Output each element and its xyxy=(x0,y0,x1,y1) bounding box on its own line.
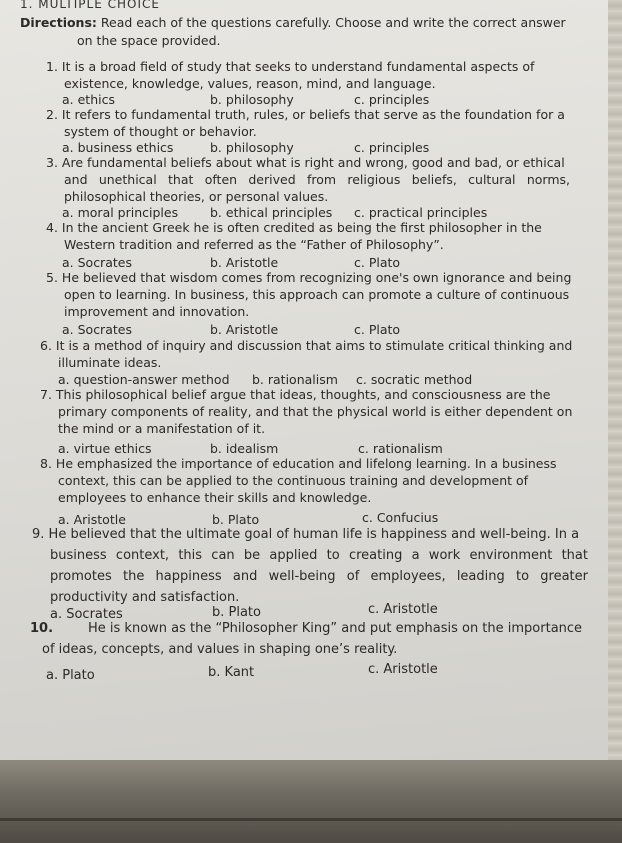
directions-label: Directions: xyxy=(20,15,97,30)
option-c: c. rationalism xyxy=(358,441,443,456)
question-3 xyxy=(46,154,570,205)
option-c: c. principles xyxy=(354,140,430,155)
option-c: c. Plato xyxy=(354,255,401,270)
option-b: b. idealism xyxy=(210,441,279,456)
question-line: illuminate ideas. xyxy=(58,355,162,370)
option-c: c. principles xyxy=(354,92,430,107)
directions-text-line2: on the space provided. xyxy=(77,33,221,48)
question-line: open to learning. In business, this approach can promote a culture of continuous xyxy=(64,287,570,302)
option-b: b. ethical principles xyxy=(210,205,333,220)
question-line: and unethical that often derived from religious beliefs, cultural norms, xyxy=(64,172,570,187)
question-5 xyxy=(46,269,576,320)
question-number: 9. xyxy=(32,527,45,542)
question-8 xyxy=(40,455,584,506)
question-number: 10. xyxy=(30,621,54,636)
question-10 xyxy=(30,618,596,660)
question-number: 2. xyxy=(46,107,58,122)
question-line: He believed that the ultimate goal of human life is happiness and well-being. In a xyxy=(48,527,580,542)
option-c: c. Confucius xyxy=(362,510,439,525)
question-line: improvement and innovation. xyxy=(64,304,250,319)
table-groove xyxy=(0,818,622,821)
question-number: 1. xyxy=(46,59,58,74)
option-c: c. Aristotle xyxy=(368,602,438,617)
question-line: promotes the happiness and well-being of employees, leading to greater xyxy=(50,569,588,584)
option-b: b. Aristotle xyxy=(210,322,279,337)
option-a: a. question-answer method xyxy=(58,372,230,387)
option-c: c. Aristotle xyxy=(368,662,438,677)
question-line: It is a method of inquiry and discussion that aims to stimulate critical thinking and xyxy=(55,338,573,353)
option-b: b. Kant xyxy=(208,665,255,680)
question-line: Western tradition and referred as the “Father of Philosophy”. xyxy=(64,237,444,252)
directions-text-line1: Read each of the questions carefully. Choose and write the correct answer xyxy=(100,15,566,30)
question-line: He emphasized the importance of education and lifelong learning. In a business xyxy=(55,456,557,471)
question-line: Are fundamental beliefs about what is right and wrong, good and bad, or ethical xyxy=(61,155,565,170)
option-a: a. virtue ethics xyxy=(58,441,152,456)
question-line: system of thought or behavior. xyxy=(64,124,257,139)
option-a: a. Socrates xyxy=(62,255,132,270)
option-a: a. Plato xyxy=(46,668,95,683)
question-line: It is a broad field of study that seeks to understand fundamental aspects of xyxy=(61,59,535,74)
table-surface xyxy=(0,760,622,843)
option-c: c. socratic method xyxy=(356,372,473,387)
binder-edge xyxy=(608,0,622,843)
question-number: 3. xyxy=(46,155,58,170)
question-line: employees to enhance their skills and knowledge. xyxy=(58,490,372,505)
section-title: 1. MULTIPLE CHOICE xyxy=(20,0,160,11)
option-c: c. practical principles xyxy=(354,205,488,220)
option-b: b. Plato xyxy=(212,512,260,527)
option-a: a. Socrates xyxy=(50,607,123,622)
question-number: 4. xyxy=(46,220,58,235)
question-line: business context, this can be applied to creating a work environment that xyxy=(50,548,588,563)
question-number: 5. xyxy=(46,270,58,285)
question-6 xyxy=(40,337,580,371)
option-c: c. Plato xyxy=(354,322,401,337)
question-line: primary components of reality, and that the physical world is either dependent on xyxy=(58,404,573,419)
option-a: a. Socrates xyxy=(62,322,132,337)
directions xyxy=(20,14,580,50)
option-a: a. Aristotle xyxy=(58,512,126,527)
question-7 xyxy=(40,386,580,437)
question-number: 6. xyxy=(40,338,52,353)
question-line: In the ancient Greek he is often credited as being the first philosopher in the xyxy=(61,220,542,235)
question-number: 8. xyxy=(40,456,52,471)
question-line: He believed that wisdom comes from recognizing one's own ignorance and being xyxy=(61,270,572,285)
option-a: a. moral principles xyxy=(62,205,179,220)
question-line: context, this can be applied to the continuous training and development of xyxy=(58,473,529,488)
option-a: a. ethics xyxy=(62,92,115,107)
option-a: a. business ethics xyxy=(62,140,174,155)
option-b: b. rationalism xyxy=(252,372,338,387)
question-line: productivity and satisfaction. xyxy=(50,590,240,605)
question-line: the mind or a manifestation of it. xyxy=(58,421,266,436)
option-b: b. philosophy xyxy=(210,140,294,155)
question-line: It refers to fundamental truth, rules, or beliefs that serve as the foundation for a xyxy=(61,107,565,122)
question-number: 7. xyxy=(40,387,52,402)
option-b: b. Aristotle xyxy=(210,255,279,270)
question-line: philosophical theories, or personal values. xyxy=(64,189,329,204)
question-4 xyxy=(46,219,570,253)
question-line: of ideas, concepts, and values in shaping one’s reality. xyxy=(42,642,398,657)
question-1 xyxy=(46,58,566,92)
question-2 xyxy=(46,106,566,140)
question-line: existence, knowledge, values, reason, mind, and language. xyxy=(64,76,436,91)
question-line: He is known as the “Philosopher King” and put emphasis on the importance xyxy=(88,621,583,636)
question-9 xyxy=(32,524,588,608)
option-b: b. Plato xyxy=(212,605,261,620)
question-line: This philosophical belief argue that ideas, thoughts, and consciousness are the xyxy=(55,387,551,402)
option-b: b. philosophy xyxy=(210,92,294,107)
